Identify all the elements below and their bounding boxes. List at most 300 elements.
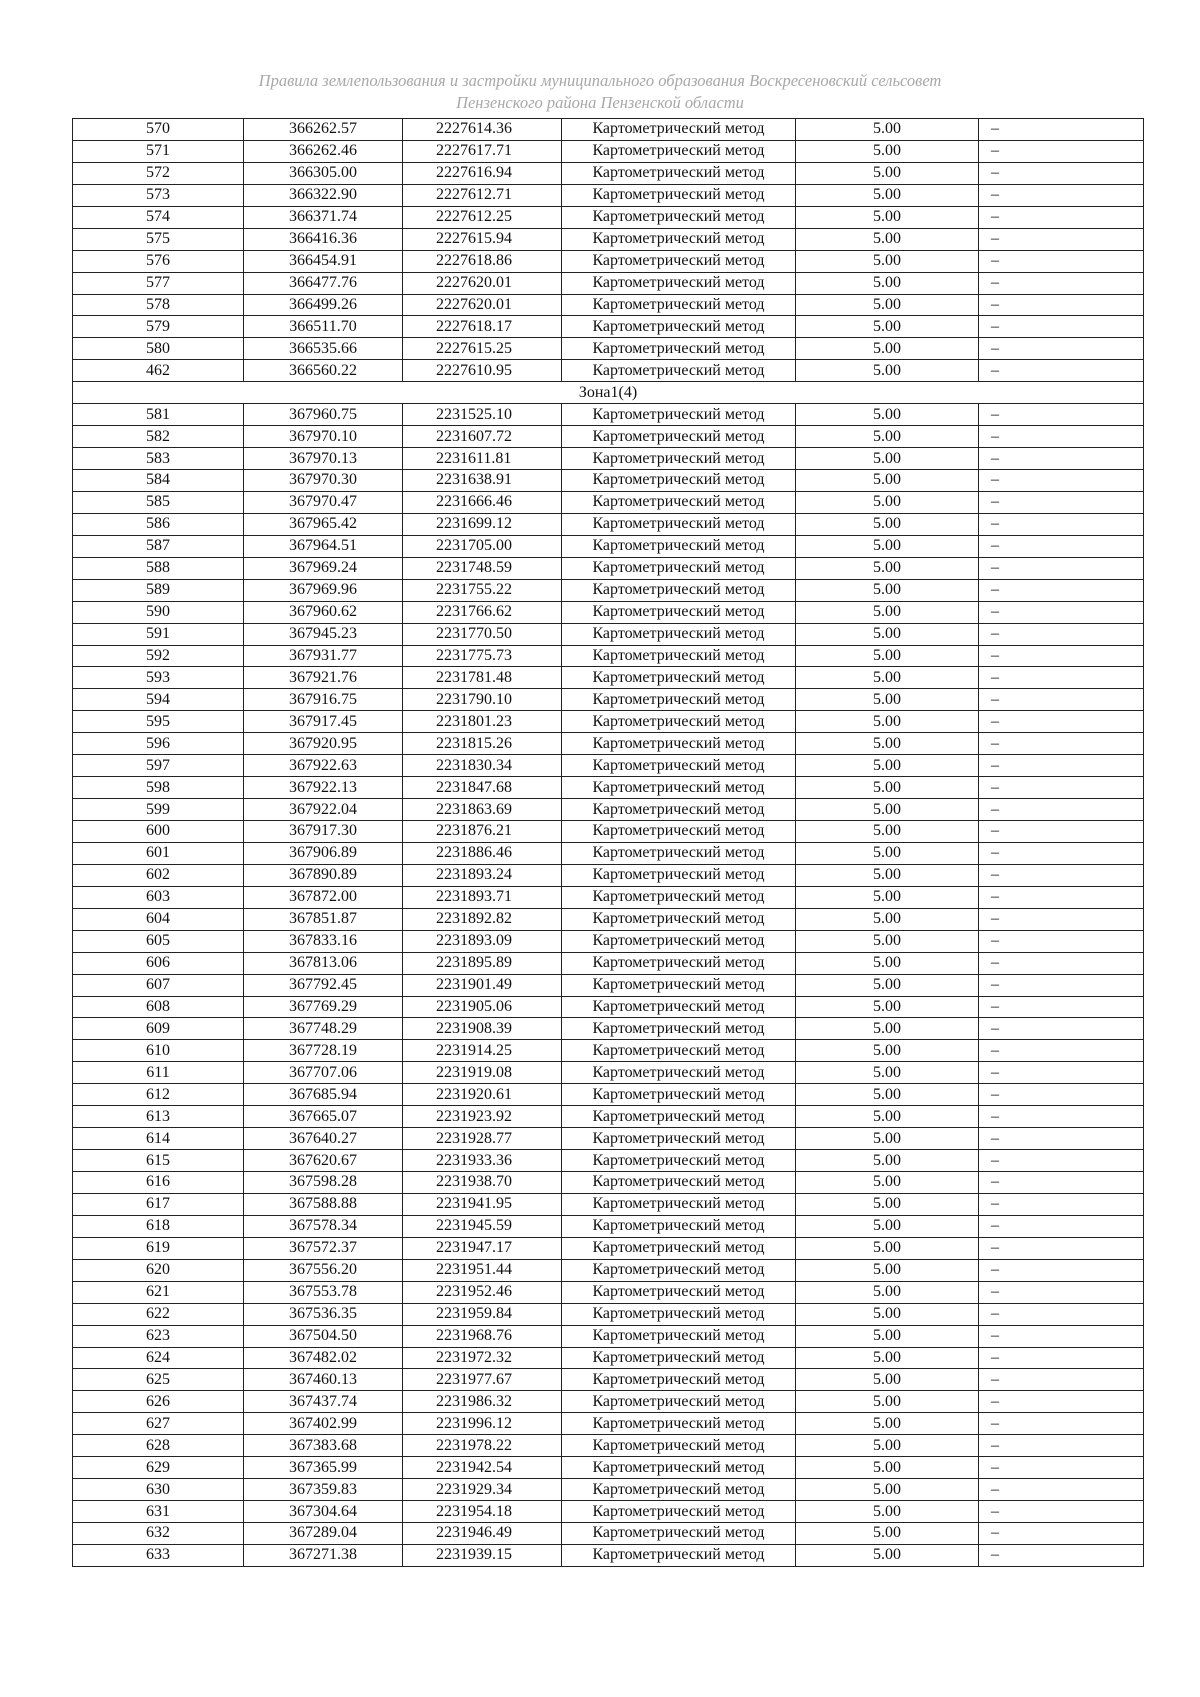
accuracy-cell: 5.00 [796,579,979,601]
x-coordinate-cell: 367556.20 [244,1259,403,1281]
accuracy-cell: 5.00 [796,908,979,930]
table-row [73,579,1144,601]
note-cell: – [979,316,1144,338]
y-coordinate-cell: 2231942.54 [403,1457,562,1479]
x-coordinate-cell: 367969.24 [244,557,403,579]
method-cell: Картометрический метод [562,535,796,557]
table-row [73,360,1144,382]
y-coordinate-cell: 2231705.00 [403,535,562,557]
method-cell: Картометрический метод [562,316,796,338]
y-coordinate-cell: 2231968.76 [403,1325,562,1347]
method-cell: Картометрический метод [562,711,796,733]
header-line-1: Правила землепользования и застройки муниципального образования Воскресеновский сельсовет [258,71,942,90]
y-coordinate-cell: 2231947.17 [403,1237,562,1259]
table-row [73,228,1144,250]
y-coordinate-cell: 2231986.32 [403,1391,562,1413]
x-coordinate-cell: 367748.29 [244,1018,403,1040]
point-number-cell: 607 [73,974,244,996]
y-coordinate-cell: 2227618.86 [403,250,562,272]
x-coordinate-cell: 367536.35 [244,1303,403,1325]
accuracy-cell: 5.00 [796,1215,979,1237]
zone-label: Зона1(4) [73,382,1144,404]
note-cell: – [979,1281,1144,1303]
table-row [73,448,1144,470]
accuracy-cell: 5.00 [796,842,979,864]
x-coordinate-cell: 367271.38 [244,1544,403,1566]
table-row [73,777,1144,799]
x-coordinate-cell: 367588.88 [244,1193,403,1215]
table-row [73,1413,1144,1435]
y-coordinate-cell: 2231666.46 [403,491,562,513]
method-cell: Картометрический метод [562,1501,796,1523]
y-coordinate-cell: 2231959.84 [403,1303,562,1325]
y-coordinate-cell: 2231830.34 [403,755,562,777]
y-coordinate-cell: 2231920.61 [403,1084,562,1106]
x-coordinate-cell: 366305.00 [244,162,403,184]
accuracy-cell: 5.00 [796,1369,979,1391]
accuracy-cell: 5.00 [796,448,979,470]
point-number-cell: 631 [73,1501,244,1523]
method-cell: Картометрический метод [562,601,796,623]
accuracy-cell: 5.00 [796,1413,979,1435]
y-coordinate-cell: 2231876.21 [403,821,562,843]
table-row [73,426,1144,448]
method-cell: Картометрический метод [562,755,796,777]
x-coordinate-cell: 366499.26 [244,294,403,316]
point-number-cell: 571 [73,140,244,162]
method-cell: Картометрический метод [562,513,796,535]
point-number-cell: 586 [73,513,244,535]
point-number-cell: 633 [73,1544,244,1566]
accuracy-cell: 5.00 [796,1435,979,1457]
method-cell: Картометрический метод [562,1150,796,1172]
accuracy-cell: 5.00 [796,974,979,996]
note-cell: – [979,228,1144,250]
x-coordinate-cell: 367969.96 [244,579,403,601]
note-cell: – [979,1128,1144,1150]
point-number-cell: 591 [73,623,244,645]
method-cell: Картометрический метод [562,689,796,711]
point-number-cell: 582 [73,426,244,448]
method-cell: Картометрический метод [562,1544,796,1566]
note-cell: – [979,1259,1144,1281]
accuracy-cell: 5.00 [796,689,979,711]
accuracy-cell: 5.00 [796,1544,979,1566]
table-row [73,1062,1144,1084]
note-cell: – [979,974,1144,996]
point-number-cell: 599 [73,799,244,821]
y-coordinate-cell: 2231938.70 [403,1172,562,1194]
x-coordinate-cell: 366416.36 [244,228,403,250]
y-coordinate-cell: 2231748.59 [403,557,562,579]
y-coordinate-cell: 2231905.06 [403,996,562,1018]
method-cell: Картометрический метод [562,799,796,821]
point-number-cell: 593 [73,667,244,689]
note-cell: – [979,1237,1144,1259]
y-coordinate-cell: 2231978.22 [403,1435,562,1457]
point-number-cell: 614 [73,1128,244,1150]
y-coordinate-cell: 2231893.24 [403,864,562,886]
note-cell: – [979,1435,1144,1457]
table-row [73,1347,1144,1369]
x-coordinate-cell: 367970.13 [244,448,403,470]
accuracy-cell: 5.00 [796,491,979,513]
method-cell: Картометрический метод [562,162,796,184]
accuracy-cell: 5.00 [796,1172,979,1194]
accuracy-cell: 5.00 [796,1479,979,1501]
table-row [73,557,1144,579]
method-cell: Картометрический метод [562,184,796,206]
accuracy-cell: 5.00 [796,470,979,492]
note-cell: – [979,623,1144,645]
y-coordinate-cell: 2227614.36 [403,119,562,141]
y-coordinate-cell: 2231951.44 [403,1259,562,1281]
y-coordinate-cell: 2231914.25 [403,1040,562,1062]
note-cell: – [979,777,1144,799]
table-row [73,272,1144,294]
accuracy-cell: 5.00 [796,1084,979,1106]
accuracy-cell: 5.00 [796,535,979,557]
note-cell: – [979,250,1144,272]
method-cell: Картометрический метод [562,1347,796,1369]
point-number-cell: 576 [73,250,244,272]
point-number-cell: 624 [73,1347,244,1369]
note-cell: – [979,886,1144,908]
note-cell: – [979,996,1144,1018]
accuracy-cell: 5.00 [796,360,979,382]
note-cell: – [979,579,1144,601]
table-row [73,886,1144,908]
method-cell: Картометрический метод [562,1128,796,1150]
point-number-cell: 623 [73,1325,244,1347]
accuracy-cell: 5.00 [796,1347,979,1369]
note-cell: – [979,1150,1144,1172]
accuracy-cell: 5.00 [796,930,979,952]
table-row [73,645,1144,667]
x-coordinate-cell: 367707.06 [244,1062,403,1084]
y-coordinate-cell: 2227617.71 [403,140,562,162]
method-cell: Картометрический метод [562,1369,796,1391]
y-coordinate-cell: 2227615.94 [403,228,562,250]
accuracy-cell: 5.00 [796,338,979,360]
y-coordinate-cell: 2231525.10 [403,404,562,426]
table-row [73,1018,1144,1040]
point-number-cell: 601 [73,842,244,864]
note-cell: – [979,1303,1144,1325]
method-cell: Картометрический метод [562,645,796,667]
point-number-cell: 622 [73,1303,244,1325]
table-row [73,952,1144,974]
accuracy-cell: 5.00 [796,996,979,1018]
note-cell: – [979,294,1144,316]
accuracy-cell: 5.00 [796,1457,979,1479]
method-cell: Картометрический метод [562,1281,796,1303]
note-cell: – [979,952,1144,974]
point-number-cell: 581 [73,404,244,426]
note-cell: – [979,1172,1144,1194]
point-number-cell: 575 [73,228,244,250]
accuracy-cell: 5.00 [796,1062,979,1084]
y-coordinate-cell: 2231770.50 [403,623,562,645]
point-number-cell: 585 [73,491,244,513]
x-coordinate-cell: 366535.66 [244,338,403,360]
note-cell: – [979,1018,1144,1040]
note-cell: – [979,557,1144,579]
x-coordinate-cell: 366262.46 [244,140,403,162]
x-coordinate-cell: 367872.00 [244,886,403,908]
note-cell: – [979,1523,1144,1545]
point-number-cell: 573 [73,184,244,206]
table-row [73,338,1144,360]
x-coordinate-cell: 367916.75 [244,689,403,711]
table-row [73,864,1144,886]
y-coordinate-cell: 2231638.91 [403,470,562,492]
point-number-cell: 605 [73,930,244,952]
note-cell: – [979,908,1144,930]
table-row [73,250,1144,272]
point-number-cell: 628 [73,1435,244,1457]
table-row [73,689,1144,711]
x-coordinate-cell: 367460.13 [244,1369,403,1391]
note-cell: – [979,930,1144,952]
y-coordinate-cell: 2231996.12 [403,1413,562,1435]
x-coordinate-cell: 367402.99 [244,1413,403,1435]
method-cell: Картометрический метод [562,908,796,930]
accuracy-cell: 5.00 [796,1523,979,1545]
point-number-cell: 611 [73,1062,244,1084]
table-row [73,842,1144,864]
method-cell: Картометрический метод [562,974,796,996]
table-row [73,996,1144,1018]
x-coordinate-cell: 367960.62 [244,601,403,623]
method-cell: Картометрический метод [562,557,796,579]
y-coordinate-cell: 2231893.71 [403,886,562,908]
x-coordinate-cell: 366477.76 [244,272,403,294]
y-coordinate-cell: 2231815.26 [403,733,562,755]
table-row [73,206,1144,228]
y-coordinate-cell: 2227610.95 [403,360,562,382]
x-coordinate-cell: 367553.78 [244,1281,403,1303]
x-coordinate-cell: 367685.94 [244,1084,403,1106]
point-number-cell: 583 [73,448,244,470]
note-cell: – [979,689,1144,711]
note-cell: – [979,1215,1144,1237]
x-coordinate-cell: 367728.19 [244,1040,403,1062]
table-row [73,184,1144,206]
accuracy-cell: 5.00 [796,886,979,908]
point-number-cell: 600 [73,821,244,843]
accuracy-cell: 5.00 [796,228,979,250]
accuracy-cell: 5.00 [796,206,979,228]
table-row [73,930,1144,952]
point-number-cell: 592 [73,645,244,667]
method-cell: Картометрический метод [562,470,796,492]
method-cell: Картометрический метод [562,821,796,843]
table-row [73,140,1144,162]
method-cell: Картометрический метод [562,777,796,799]
x-coordinate-cell: 366262.57 [244,119,403,141]
y-coordinate-cell: 2231895.89 [403,952,562,974]
note-cell: – [979,821,1144,843]
table-row [73,623,1144,645]
x-coordinate-cell: 366322.90 [244,184,403,206]
accuracy-cell: 5.00 [796,645,979,667]
table-row [73,316,1144,338]
accuracy-cell: 5.00 [796,799,979,821]
point-number-cell: 630 [73,1479,244,1501]
table-row [73,294,1144,316]
note-cell: – [979,491,1144,513]
method-cell: Картометрический метод [562,842,796,864]
point-number-cell: 588 [73,557,244,579]
accuracy-cell: 5.00 [796,1325,979,1347]
note-cell: – [979,404,1144,426]
x-coordinate-cell: 367922.13 [244,777,403,799]
note-cell: – [979,360,1144,382]
accuracy-cell: 5.00 [796,1391,979,1413]
note-cell: – [979,1084,1144,1106]
point-number-cell: 584 [73,470,244,492]
table-row [73,908,1144,930]
y-coordinate-cell: 2227615.25 [403,338,562,360]
table-row [73,1106,1144,1128]
y-coordinate-cell: 2227612.25 [403,206,562,228]
accuracy-cell: 5.00 [796,1303,979,1325]
point-number-cell: 577 [73,272,244,294]
accuracy-cell: 5.00 [796,294,979,316]
note-cell: – [979,119,1144,141]
method-cell: Картометрический метод [562,1018,796,1040]
y-coordinate-cell: 2231607.72 [403,426,562,448]
table-row [73,1435,1144,1457]
accuracy-cell: 5.00 [796,272,979,294]
accuracy-cell: 5.00 [796,821,979,843]
method-cell: Картометрический метод [562,338,796,360]
note-cell: – [979,1106,1144,1128]
x-coordinate-cell: 367482.02 [244,1347,403,1369]
y-coordinate-cell: 2227620.01 [403,294,562,316]
point-number-cell: 598 [73,777,244,799]
accuracy-cell: 5.00 [796,184,979,206]
x-coordinate-cell: 367640.27 [244,1128,403,1150]
point-number-cell: 572 [73,162,244,184]
point-number-cell: 578 [73,294,244,316]
method-cell: Картометрический метод [562,623,796,645]
method-cell: Картометрический метод [562,491,796,513]
table-row [73,1391,1144,1413]
table-row [73,1303,1144,1325]
accuracy-cell: 5.00 [796,119,979,141]
x-coordinate-cell: 367304.64 [244,1501,403,1523]
accuracy-cell: 5.00 [796,316,979,338]
y-coordinate-cell: 2231972.32 [403,1347,562,1369]
y-coordinate-cell: 2231801.23 [403,711,562,733]
table-row [73,974,1144,996]
note-cell: – [979,535,1144,557]
x-coordinate-cell: 367383.68 [244,1435,403,1457]
y-coordinate-cell: 2231755.22 [403,579,562,601]
x-coordinate-cell: 367769.29 [244,996,403,1018]
point-number-cell: 602 [73,864,244,886]
point-number-cell: 608 [73,996,244,1018]
note-cell: – [979,1193,1144,1215]
y-coordinate-cell: 2231941.95 [403,1193,562,1215]
table-row [73,535,1144,557]
table-row [73,1369,1144,1391]
method-cell: Картометрический метод [562,1259,796,1281]
table-row [73,601,1144,623]
accuracy-cell: 5.00 [796,711,979,733]
point-number-cell: 621 [73,1281,244,1303]
table-row [73,733,1144,755]
table-row [73,1259,1144,1281]
note-cell: – [979,184,1144,206]
y-coordinate-cell: 2227616.94 [403,162,562,184]
accuracy-cell: 5.00 [796,557,979,579]
point-number-cell: 594 [73,689,244,711]
point-number-cell: 620 [73,1259,244,1281]
table-row [73,1544,1144,1566]
x-coordinate-cell: 367922.04 [244,799,403,821]
table-row [73,162,1144,184]
method-cell: Картометрический метод [562,1303,796,1325]
method-cell: Картометрический метод [562,1106,796,1128]
point-number-cell: 579 [73,316,244,338]
accuracy-cell: 5.00 [796,864,979,886]
y-coordinate-cell: 2227618.17 [403,316,562,338]
x-coordinate-cell: 367917.45 [244,711,403,733]
table-row [73,1281,1144,1303]
point-number-cell: 587 [73,535,244,557]
point-number-cell: 632 [73,1523,244,1545]
coordinates-table-body [73,119,1144,1567]
y-coordinate-cell: 2231892.82 [403,908,562,930]
point-number-cell: 596 [73,733,244,755]
table-row [73,1501,1144,1523]
note-cell: – [979,645,1144,667]
x-coordinate-cell: 367572.37 [244,1237,403,1259]
x-coordinate-cell: 367289.04 [244,1523,403,1545]
note-cell: – [979,140,1144,162]
accuracy-cell: 5.00 [796,777,979,799]
accuracy-cell: 5.00 [796,250,979,272]
point-number-cell: 604 [73,908,244,930]
method-cell: Картометрический метод [562,930,796,952]
note-cell: – [979,1479,1144,1501]
page-header [0,70,1200,114]
point-number-cell: 616 [73,1172,244,1194]
table-row [73,1172,1144,1194]
x-coordinate-cell: 367620.67 [244,1150,403,1172]
accuracy-cell: 5.00 [796,140,979,162]
header-line-2: Пензенского района Пензенской области [456,93,744,112]
method-cell: Картометрический метод [562,448,796,470]
point-number-cell: 580 [73,338,244,360]
x-coordinate-cell: 367922.63 [244,755,403,777]
y-coordinate-cell: 2231781.48 [403,667,562,689]
note-cell: – [979,513,1144,535]
y-coordinate-cell: 2227612.71 [403,184,562,206]
method-cell: Картометрический метод [562,733,796,755]
accuracy-cell: 5.00 [796,1259,979,1281]
method-cell: Картометрический метод [562,1435,796,1457]
table-row [73,1084,1144,1106]
y-coordinate-cell: 2231901.49 [403,974,562,996]
table-row [73,491,1144,513]
accuracy-cell: 5.00 [796,733,979,755]
y-coordinate-cell: 2231919.08 [403,1062,562,1084]
note-cell: – [979,1369,1144,1391]
